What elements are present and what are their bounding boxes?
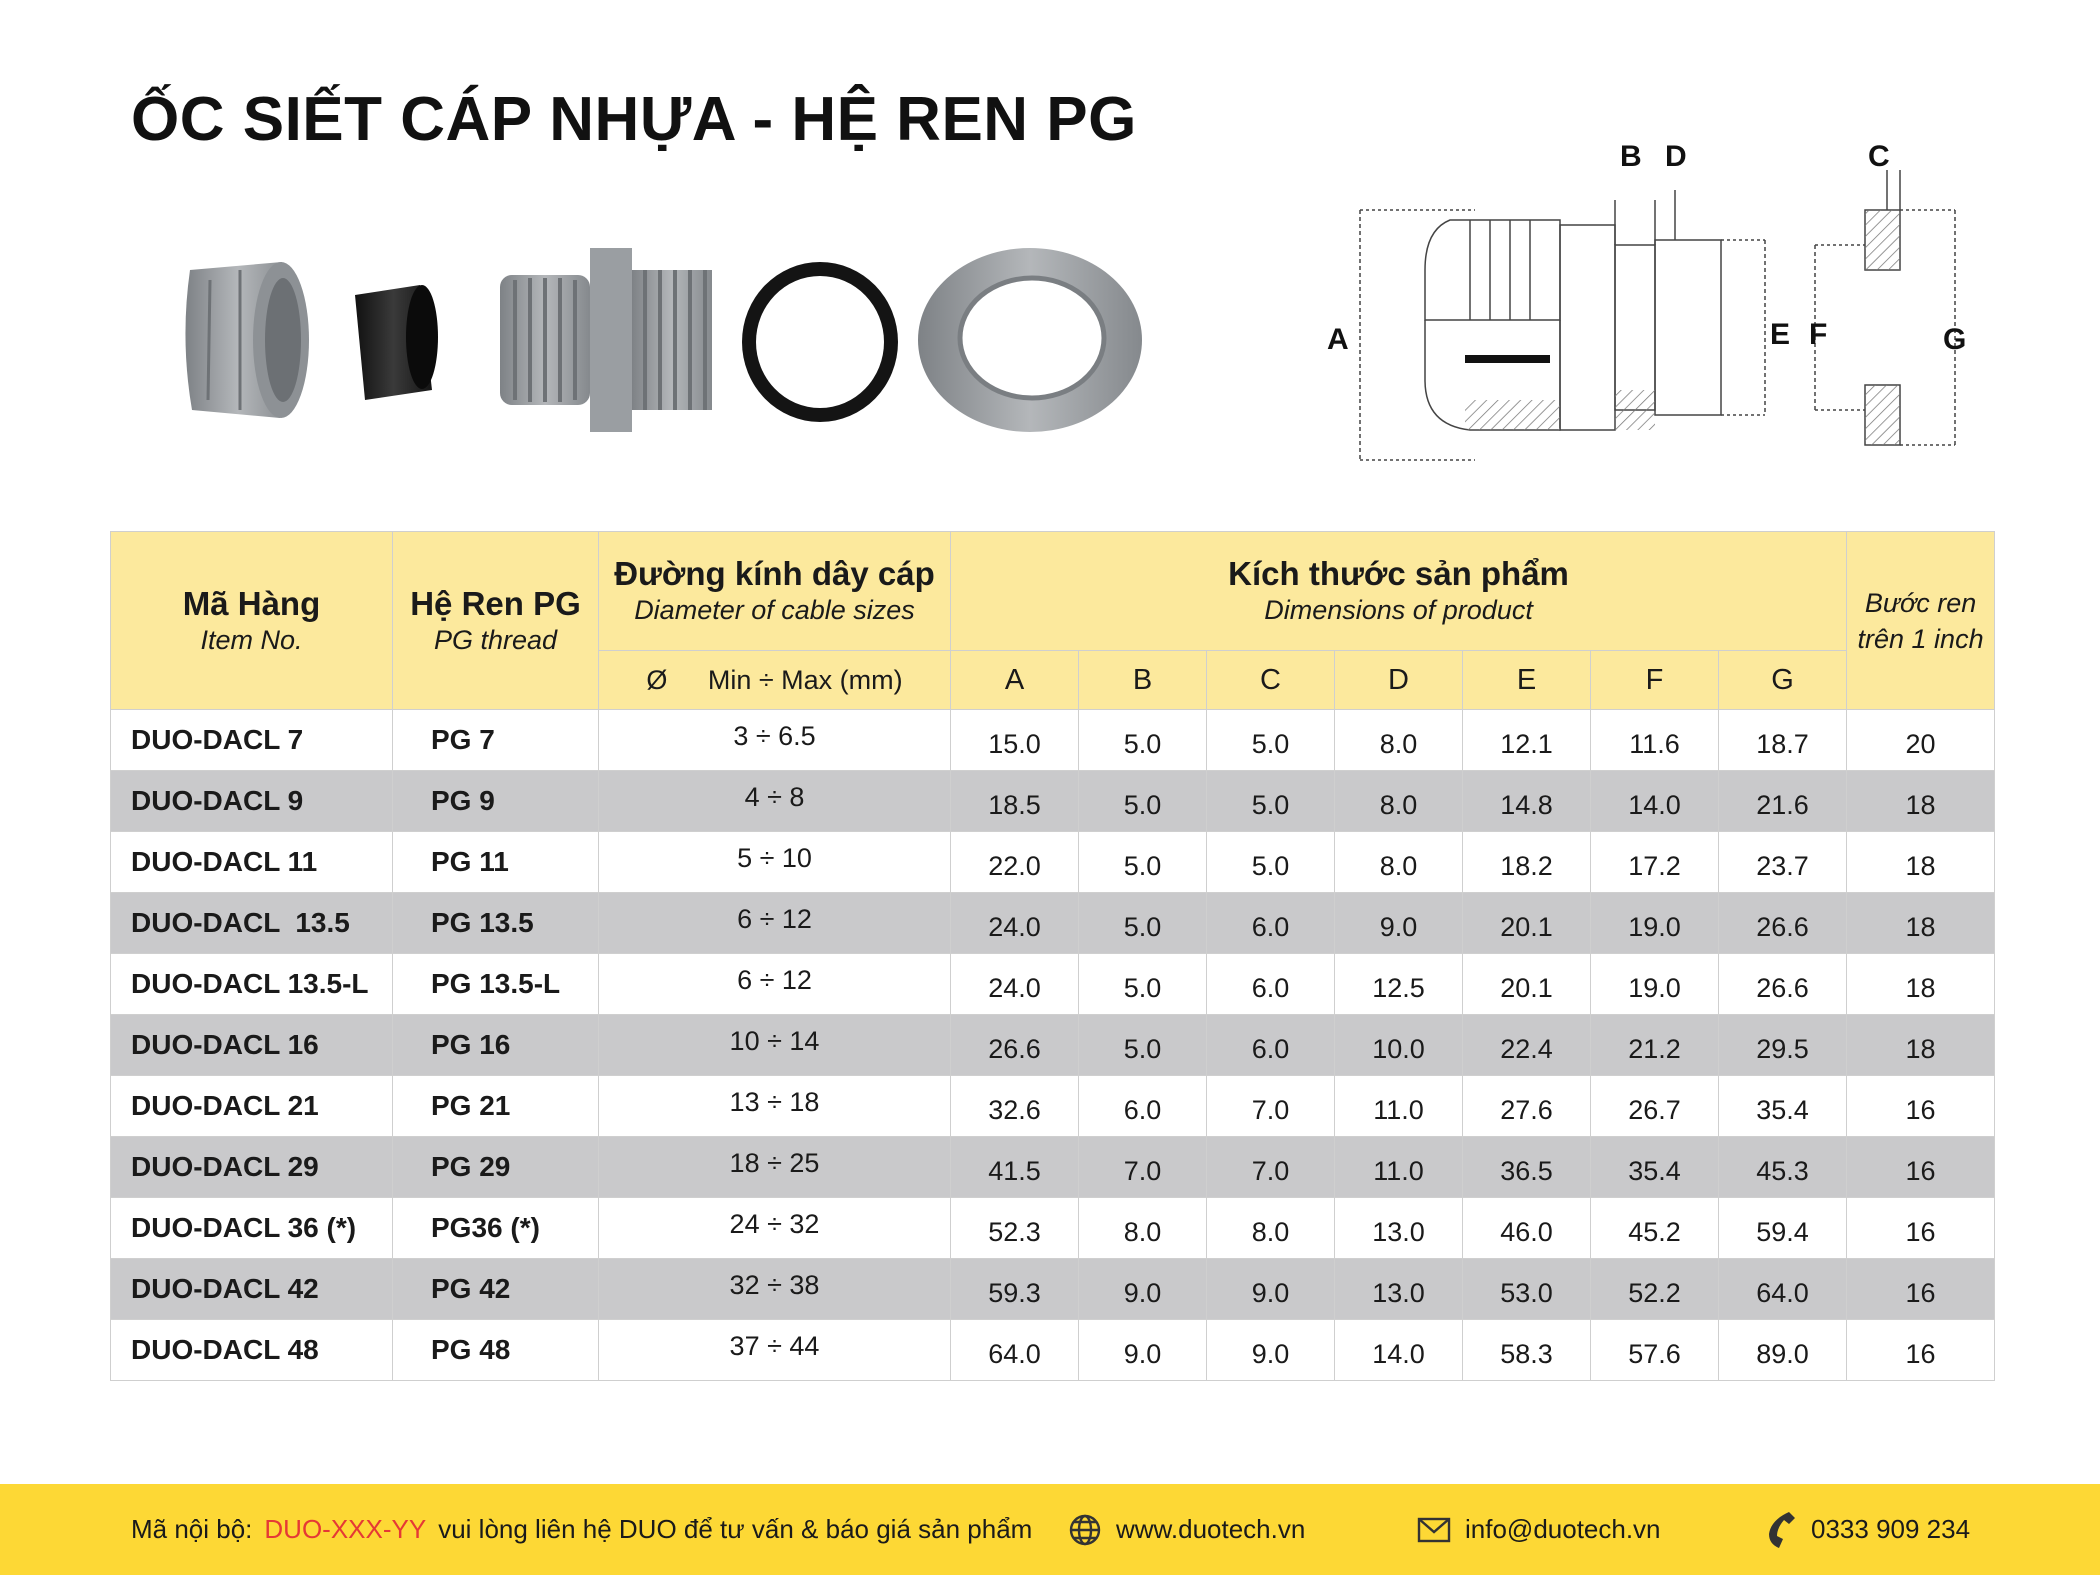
table-row: [111, 1259, 1995, 1320]
cell-dim-d: 11.0: [1335, 1076, 1463, 1137]
cell-thread-pitch: 18: [1847, 1015, 1995, 1076]
cell-item-no: DUO-DACL 16: [111, 1015, 393, 1076]
cell-item-no: DUO-DACL 48: [111, 1320, 393, 1381]
cell-thread-pitch: 16: [1847, 1320, 1995, 1381]
cell-pg-thread: PG 9: [393, 771, 599, 832]
cell-cable-diameter: 24 ÷ 32: [599, 1198, 951, 1259]
cell-dim-c: 6.0: [1207, 1015, 1335, 1076]
cap-nut-part: [185, 262, 309, 418]
website-link[interactable]: www.duotech.vn: [1116, 1514, 1306, 1544]
cell-dim-a: 59.3: [951, 1259, 1079, 1320]
cell-dim-d: 10.0: [1335, 1015, 1463, 1076]
technical-drawing: [1315, 130, 1975, 480]
cell-cable-diameter: 4 ÷ 8: [599, 771, 951, 832]
cell-dim-c: 5.0: [1207, 771, 1335, 832]
globe-icon: [1068, 1513, 1102, 1547]
cell-dim-f: 11.6: [1591, 710, 1719, 771]
cell-thread-pitch: 20: [1847, 710, 1995, 771]
cell-pg-thread: PG 42: [393, 1259, 599, 1320]
cell-dim-b: 7.0: [1079, 1137, 1207, 1198]
cell-dim-f: 21.2: [1591, 1015, 1719, 1076]
lock-nut-part: [918, 248, 1142, 432]
header-dim-d: D: [1335, 651, 1463, 710]
cell-dim-g: 64.0: [1719, 1259, 1847, 1320]
dim-label-g: G: [1943, 323, 1967, 356]
cell-dim-d: 8.0: [1335, 771, 1463, 832]
cell-dim-e: 22.4: [1463, 1015, 1591, 1076]
cell-dim-g: 21.6: [1719, 771, 1847, 832]
table-row: [111, 1137, 1995, 1198]
website-contact[interactable]: [1068, 1484, 1305, 1575]
envelope-icon: [1417, 1517, 1451, 1543]
cell-dim-c: 9.0: [1207, 1320, 1335, 1381]
phone-contact[interactable]: [1765, 1484, 1970, 1575]
cell-cable-diameter: 13 ÷ 18: [599, 1076, 951, 1137]
cell-dim-b: 5.0: [1079, 832, 1207, 893]
diameter-range-label: Min ÷ Max (mm): [707, 664, 903, 695]
cell-dim-f: 52.2: [1591, 1259, 1719, 1320]
cell-dim-a: 52.3: [951, 1198, 1079, 1259]
cell-dim-c: 5.0: [1207, 832, 1335, 893]
cell-dim-c: 5.0: [1207, 710, 1335, 771]
cell-dim-b: 5.0: [1079, 771, 1207, 832]
header-dimensions: [951, 532, 1847, 651]
page-title: ỐC SIẾT CÁP NHỰA - HỆ REN PG: [131, 85, 1137, 154]
dim-label-c: C: [1868, 140, 1890, 173]
cell-dim-d: 14.0: [1335, 1320, 1463, 1381]
header-item-no-vi: Mã Hàng: [182, 584, 321, 622]
table-row: [111, 771, 1995, 832]
cell-dim-f: 19.0: [1591, 954, 1719, 1015]
cell-dim-d: 8.0: [1335, 710, 1463, 771]
cell-dim-a: 41.5: [951, 1137, 1079, 1198]
cell-dim-f: 57.6: [1591, 1320, 1719, 1381]
cell-dim-e: 18.2: [1463, 832, 1591, 893]
cell-cable-diameter: 32 ÷ 38: [599, 1259, 951, 1320]
cell-cable-diameter: 3 ÷ 6.5: [599, 710, 951, 771]
table-row: [111, 1198, 1995, 1259]
table-row: [111, 1015, 1995, 1076]
cell-dim-e: 58.3: [1463, 1320, 1591, 1381]
cell-dim-g: 26.6: [1719, 893, 1847, 954]
header-dim-a: A: [951, 651, 1079, 710]
cell-dim-e: 27.6: [1463, 1076, 1591, 1137]
internal-code-text: vui lòng liên hệ DUO để tư vấn & báo giá sản phẩm: [438, 1514, 1033, 1544]
cell-dim-g: 59.4: [1719, 1198, 1847, 1259]
email-contact[interactable]: [1417, 1484, 1661, 1575]
cell-dim-a: 32.6: [951, 1076, 1079, 1137]
internal-code-note: [131, 1484, 1032, 1575]
cell-item-no: DUO-DACL 13.5: [111, 893, 393, 954]
header-pg-thread-en: PG thread: [433, 624, 558, 655]
table-row: [111, 893, 1995, 954]
header-dim-g: G: [1719, 651, 1847, 710]
diameter-symbol: Ø: [646, 664, 668, 695]
cell-dim-e: 14.8: [1463, 771, 1591, 832]
cell-thread-pitch: 18: [1847, 832, 1995, 893]
dim-label-e: E: [1770, 318, 1791, 351]
cell-pg-thread: PG 13.5: [393, 893, 599, 954]
cell-cable-diameter: 6 ÷ 12: [599, 954, 951, 1015]
cell-item-no: DUO-DACL 29: [111, 1137, 393, 1198]
cell-dim-a: 18.5: [951, 771, 1079, 832]
o-ring-part: [742, 262, 898, 422]
header-thread-pitch: [1847, 532, 1995, 710]
cell-thread-pitch: 18: [1847, 771, 1995, 832]
cell-dim-g: 35.4: [1719, 1076, 1847, 1137]
cell-dim-f: 19.0: [1591, 893, 1719, 954]
cell-dim-c: 6.0: [1207, 893, 1335, 954]
cell-dim-f: 14.0: [1591, 771, 1719, 832]
dim-label-a: A: [1327, 323, 1349, 356]
header-dimensions-vi: Kích thước sản phẩm: [1228, 555, 1569, 592]
table-row: [111, 1320, 1995, 1381]
cell-dim-b: 5.0: [1079, 1015, 1207, 1076]
header-thread-pitch-line1: Bước ren: [1864, 587, 1977, 618]
header-cable-diameter: [599, 532, 951, 651]
cell-dim-c: 7.0: [1207, 1137, 1335, 1198]
header-pg-thread: [393, 532, 599, 710]
cell-dim-f: 17.2: [1591, 832, 1719, 893]
cell-dim-g: 89.0: [1719, 1320, 1847, 1381]
cell-dim-d: 11.0: [1335, 1137, 1463, 1198]
cell-thread-pitch: 18: [1847, 893, 1995, 954]
cell-dim-g: 29.5: [1719, 1015, 1847, 1076]
cell-dim-c: 6.0: [1207, 954, 1335, 1015]
cell-dim-d: 9.0: [1335, 893, 1463, 954]
internal-code-value: DUO-XXX-YY: [264, 1514, 427, 1544]
cell-cable-diameter: 6 ÷ 12: [599, 893, 951, 954]
cell-dim-a: 64.0: [951, 1320, 1079, 1381]
cell-thread-pitch: 18: [1847, 954, 1995, 1015]
cell-dim-a: 15.0: [951, 710, 1079, 771]
cell-dim-a: 26.6: [951, 1015, 1079, 1076]
table-row: [111, 710, 1995, 771]
cell-dim-b: 9.0: [1079, 1320, 1207, 1381]
email-link[interactable]: info@duotech.vn: [1465, 1514, 1661, 1544]
header-cable-diameter-vi: Đường kính dây cáp: [614, 555, 935, 592]
cell-dim-c: 8.0: [1207, 1198, 1335, 1259]
cell-item-no: DUO-DACL 11: [111, 832, 393, 893]
header-dim-e: E: [1463, 651, 1591, 710]
cell-cable-diameter: 5 ÷ 10: [599, 832, 951, 893]
dim-label-b: B: [1620, 140, 1642, 173]
cell-dim-e: 20.1: [1463, 893, 1591, 954]
cell-item-no: DUO-DACL 21: [111, 1076, 393, 1137]
header-dim-f: F: [1591, 651, 1719, 710]
phone-icon: [1765, 1510, 1797, 1550]
rubber-seal-part: [355, 285, 438, 400]
cell-dim-b: 9.0: [1079, 1259, 1207, 1320]
gland-body-part: [500, 248, 712, 432]
cell-dim-e: 20.1: [1463, 954, 1591, 1015]
header-dim-b: B: [1079, 651, 1207, 710]
cell-dim-a: 22.0: [951, 832, 1079, 893]
cell-dim-c: 9.0: [1207, 1259, 1335, 1320]
cell-dim-e: 46.0: [1463, 1198, 1591, 1259]
cell-dim-b: 5.0: [1079, 954, 1207, 1015]
cell-pg-thread: PG 48: [393, 1320, 599, 1381]
cell-item-no: DUO-DACL 36 (*): [111, 1198, 393, 1259]
spec-table: [110, 531, 1995, 1381]
cell-thread-pitch: 16: [1847, 1259, 1995, 1320]
cell-pg-thread: PG 13.5-L: [393, 954, 599, 1015]
cell-cable-diameter: 10 ÷ 14: [599, 1015, 951, 1076]
cell-dim-c: 7.0: [1207, 1076, 1335, 1137]
cell-dim-d: 12.5: [1335, 954, 1463, 1015]
cell-dim-f: 26.7: [1591, 1076, 1719, 1137]
cell-item-no: DUO-DACL 42: [111, 1259, 393, 1320]
dimension-diagram: [1315, 130, 1975, 480]
table-row: [111, 1076, 1995, 1137]
cell-pg-thread: PG 21: [393, 1076, 599, 1137]
cell-item-no: DUO-DACL 9: [111, 771, 393, 832]
header-item-no-en: Item No.: [200, 624, 303, 655]
cell-dim-d: 8.0: [1335, 832, 1463, 893]
cell-dim-g: 23.7: [1719, 832, 1847, 893]
cell-cable-diameter: 37 ÷ 44: [599, 1320, 951, 1381]
cell-pg-thread: PG 7: [393, 710, 599, 771]
cell-thread-pitch: 16: [1847, 1137, 1995, 1198]
cell-dim-a: 24.0: [951, 954, 1079, 1015]
cell-cable-diameter: 18 ÷ 25: [599, 1137, 951, 1198]
cell-dim-f: 35.4: [1591, 1137, 1719, 1198]
cell-pg-thread: PG 29: [393, 1137, 599, 1198]
dim-label-f: F: [1809, 318, 1828, 351]
cell-dim-g: 45.3: [1719, 1137, 1847, 1198]
cell-item-no: DUO-DACL 7: [111, 710, 393, 771]
header-thread-pitch-line2: trên 1 inch: [1857, 623, 1984, 654]
header-item-no: [111, 532, 393, 710]
dim-label-d: D: [1665, 140, 1687, 173]
cell-pg-thread: PG36 (*): [393, 1198, 599, 1259]
product-parts-photo: [170, 240, 1160, 440]
header-cable-diameter-en: Diameter of cable sizes: [634, 595, 915, 625]
cell-pg-thread: PG 16: [393, 1015, 599, 1076]
footer-bar: [0, 1484, 2100, 1575]
cell-dim-b: 5.0: [1079, 710, 1207, 771]
cell-dim-b: 6.0: [1079, 1076, 1207, 1137]
header-dimensions-en: Dimensions of product: [1264, 595, 1533, 625]
cell-item-no: DUO-DACL 13.5-L: [111, 954, 393, 1015]
phone-number[interactable]: 0333 909 234: [1811, 1514, 1971, 1544]
cell-thread-pitch: 16: [1847, 1198, 1995, 1259]
cell-dim-f: 45.2: [1591, 1198, 1719, 1259]
cell-dim-b: 5.0: [1079, 893, 1207, 954]
cell-dim-e: 36.5: [1463, 1137, 1591, 1198]
cell-dim-d: 13.0: [1335, 1198, 1463, 1259]
cell-pg-thread: PG 11: [393, 832, 599, 893]
cell-dim-g: 26.6: [1719, 954, 1847, 1015]
table-row: [111, 954, 1995, 1015]
header-pg-thread-vi: Hệ Ren PG: [410, 584, 581, 622]
cell-dim-e: 12.1: [1463, 710, 1591, 771]
cell-dim-d: 13.0: [1335, 1259, 1463, 1320]
cell-dim-b: 8.0: [1079, 1198, 1207, 1259]
header-diameter-range: [599, 651, 951, 710]
header-dim-c: C: [1207, 651, 1335, 710]
cell-thread-pitch: 16: [1847, 1076, 1995, 1137]
cell-dim-g: 18.7: [1719, 710, 1847, 771]
cell-dim-a: 24.0: [951, 893, 1079, 954]
table-row: [111, 832, 1995, 893]
cell-dim-e: 53.0: [1463, 1259, 1591, 1320]
internal-code-label: Mã nội bộ:: [131, 1514, 253, 1544]
